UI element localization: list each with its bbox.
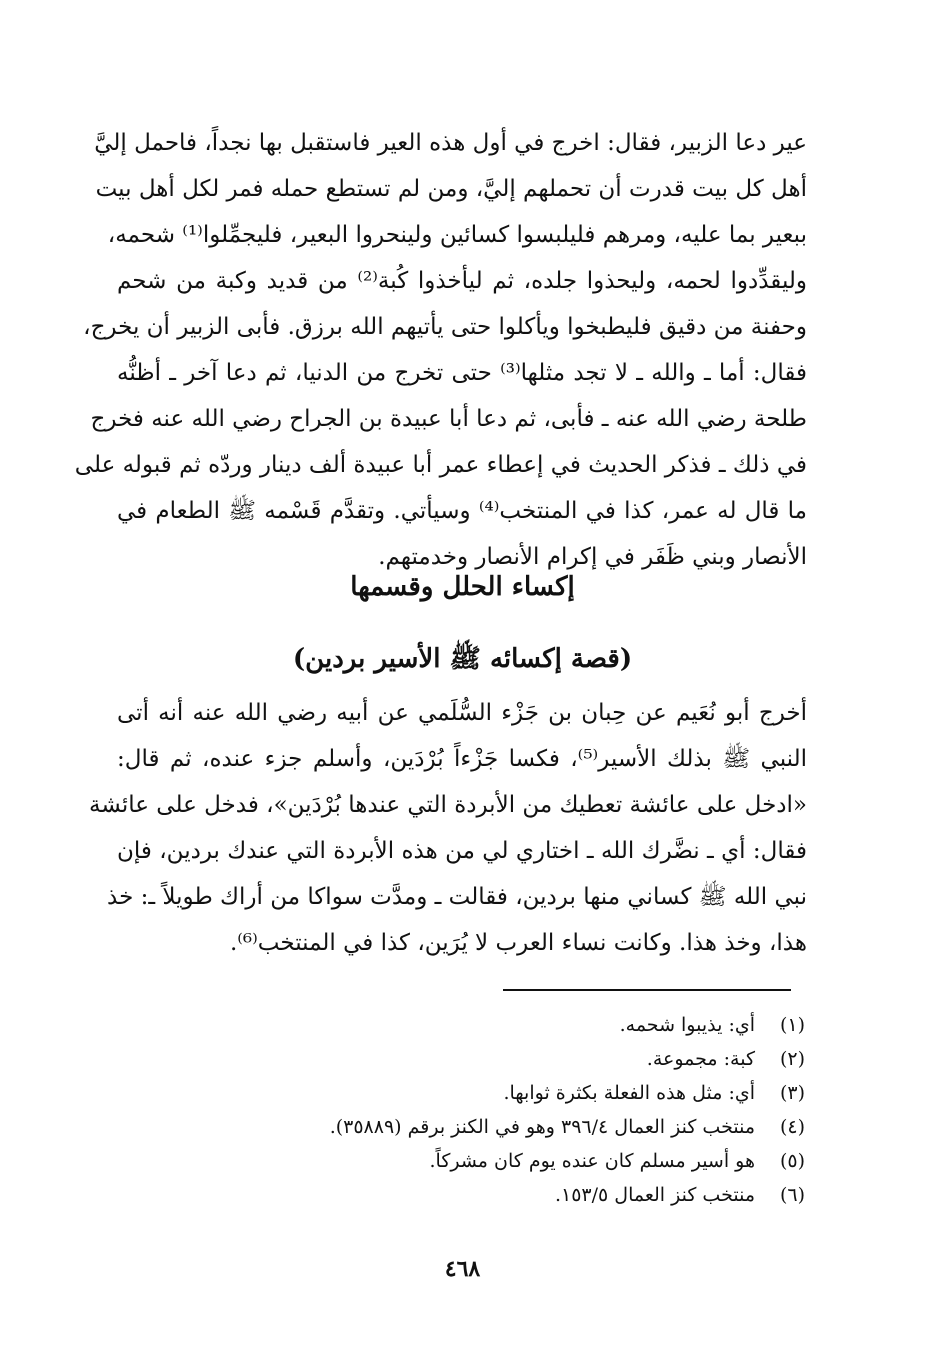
section-heading: إكساء الحلل وقسمها — [350, 572, 575, 602]
text-line: أهل كل بيت قدرت أن تحملهم إليَّ، ومن لم تستطع حمله فمر لكل أهل بيت — [95, 176, 807, 202]
page-number: ٤٦٨ — [444, 1256, 481, 1282]
text-line: وليقدِّدوا لحمه، وليحذوا جلده، ثم ليأخذوا كُبة⁽²⁾ من قديد وكبة من شحم — [117, 268, 807, 294]
text-line: ما قال له عمر، كذا في المنتخب⁽⁴⁾ وسيأتي. وتقدَّم قَسْمه ﷺ الطعام في — [117, 498, 807, 524]
text-line: في ذلك ـ فذكر الحديث في إعطاء عمر أبا عبيدة ألف دينار وردّه ثم قبوله على — [74, 452, 807, 478]
footnote-number: (٤) — [779, 1116, 805, 1138]
text-line: أخرج أبو نُعَيم عن حِبان بن جَزْء السُّلَمي عن أبيه رضي الله عنه أنه أتى — [117, 700, 807, 726]
footnote-text: أي: مثل هذه الفعلة بكثرة ثوابها. — [503, 1082, 755, 1104]
footnote-text: منتخب كنز العمال ٣٩٦/٤ وهو في الكنز برقم (٣٥٨٨٩). — [329, 1116, 755, 1138]
footnote-number: (٦) — [779, 1184, 805, 1206]
footnote-text: أي: يذيبوا شحمه. — [619, 1014, 755, 1036]
text-line: النبي ﷺ بذلك الأسير⁽⁵⁾، فكسا جَزْءاً بُرْدَين، وأسلم جزء عنده، ثم قال: — [117, 746, 807, 772]
footnote — [245, 1042, 805, 1076]
footnote-number: (٣) — [779, 1082, 805, 1104]
text-line: «ادخل على عائشة تعطيك من الأبردة التي عندها بُرْدَين»، فدخل على عائشة — [89, 792, 807, 818]
footnote-number: (١) — [779, 1014, 805, 1036]
footnote — [245, 1110, 805, 1144]
footnote-text: منتخب كنز العمال ١٥٣/٥. — [554, 1184, 755, 1206]
text-line: ببعير بما عليه، ومرهم فليلبسوا كسائين ولينحروا البعير، فليجمِّلوا⁽¹⁾ شحمه، — [107, 222, 807, 248]
text-line: فقال: أي ـ نضَّرك الله ـ اختاري لي من هذه الأبردة التي عندك بردين، فإن — [117, 838, 807, 864]
text-line: نبي الله ﷺ كساني منها بردين، فقالت ـ ومدَّت سواكا من أراك طويلاً ـ: خذ — [107, 884, 807, 910]
footnote — [245, 1076, 805, 1110]
story-text-block — [89, 690, 807, 966]
footnote — [245, 1008, 805, 1042]
footnote-divider — [503, 989, 791, 991]
text-line: وحفنة من دقيق فليطبخوا ويأكلوا حتى يأتيهم الله برزق. فأبى الزبير أن يخرج، — [83, 314, 807, 340]
footnote — [245, 1144, 805, 1178]
footnote — [245, 1178, 805, 1212]
footnote-number: (٢) — [779, 1048, 805, 1070]
text-line: طلحة رضي الله عنه ـ فأبى، ثم دعا أبا عبيدة بن الجراح رضي الله عنه فخرج — [90, 406, 807, 432]
text-line: فقال: أما ـ والله ـ لا تجد مثلها⁽³⁾ حتى تخرج من الدنيا، ثم دعا آخر ـ أظنُّه — [117, 360, 807, 386]
subsection-heading: (قصة إكسائه ﷺ الأسير بردين) — [292, 644, 633, 674]
text-line: عير دعا الزبير، فقال: اخرج في أول هذه العير فاستقبل بها نجداً، فاحمل إليَّ — [94, 130, 807, 156]
footnote-number: (٥) — [779, 1150, 805, 1172]
footnote-text: هو أسير مسلم كان عنده يوم كان مشركاً. — [429, 1150, 755, 1172]
footnote-text: كبة: مجموعة. — [646, 1048, 755, 1070]
text-line: هذا، وخذ هذا. وكانت نساء العرب لا يُرَين، كذا في المنتخب⁽⁶⁾. — [229, 930, 807, 956]
text-line: الأنصار وبني ظَفَر في إكرام الأنصار وخدمتهم. — [378, 544, 807, 570]
main-text-block — [74, 120, 807, 580]
footnotes — [245, 1008, 805, 1212]
